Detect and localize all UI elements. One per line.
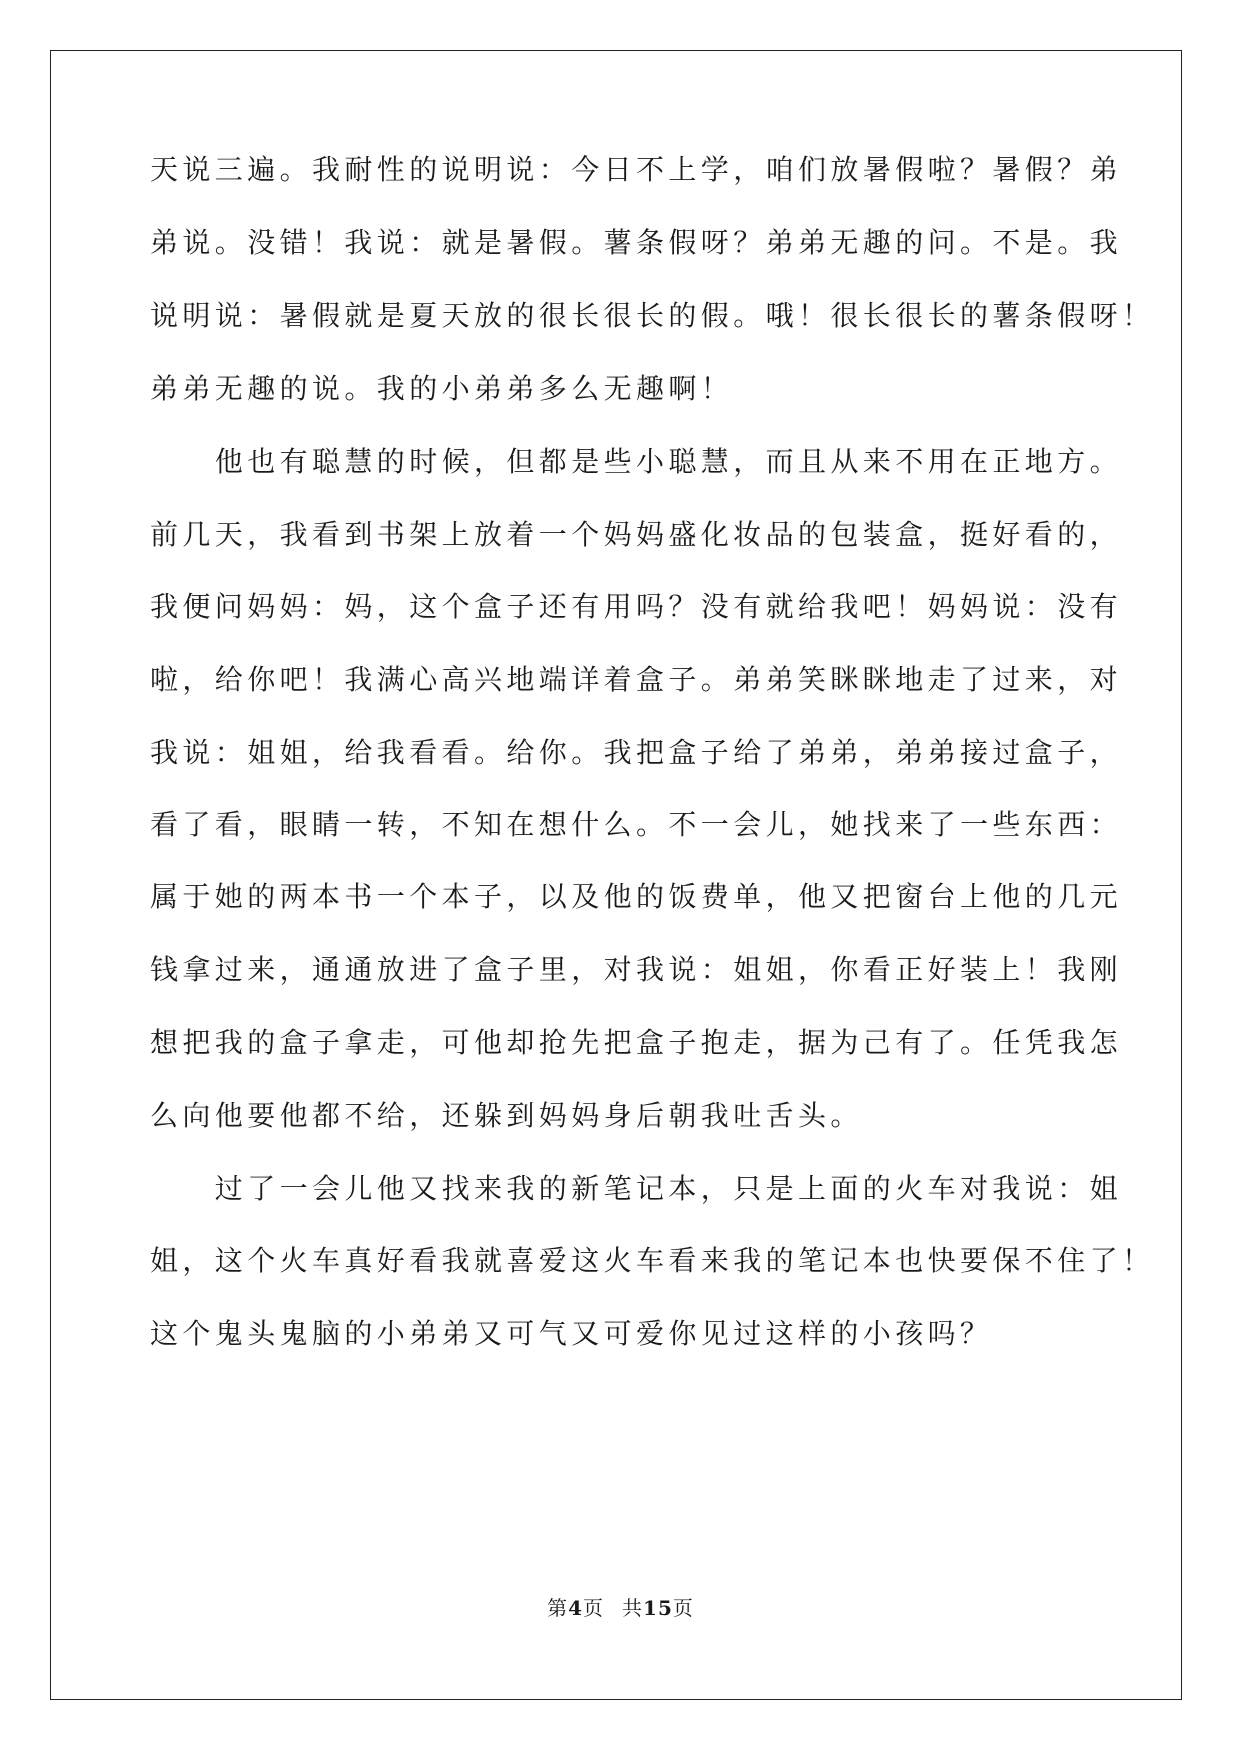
page-border — [50, 50, 1182, 1700]
text-line: 想把我的盒子拿走，可他却抢先把盒子抱走，据为己有了。任凭我怎 — [150, 1026, 1123, 1059]
text-line: 说明说：暑假就是夏天放的很长很长的假。哦！很长很长的薯条假呀！ — [150, 299, 1155, 332]
page-prefix: 第 — [547, 1596, 569, 1620]
text-line: 钱拿过来，通通放进了盒子里，对我说：姐姐，你看正好装上！我刚 — [150, 953, 1123, 986]
text-line: 他也有聪慧的时候，但都是些小聪慧，而且从来不用在正地方。 — [150, 445, 1123, 478]
text-line: 我便问妈妈：妈，这个盒子还有用吗？没有就给我吧！妈妈说：没有 — [150, 590, 1123, 623]
text-line: 属于她的两本书一个本子，以及他的饭费单，他又把窗台上他的几元 — [150, 880, 1123, 913]
total-pages: 15 — [643, 1596, 673, 1620]
text-line: 弟说。没错！我说：就是暑假。薯条假呀？弟弟无趣的问。不是。我 — [150, 226, 1123, 259]
total-prefix: 共 — [622, 1596, 644, 1620]
text-line: 弟弟无趣的说。我的小弟弟多么无趣啊！ — [150, 372, 734, 405]
text-line: 天说三遍。我耐性的说明说：今日不上学，咱们放暑假啦？暑假？弟 — [150, 153, 1123, 186]
text-line: 前几天，我看到书架上放着一个妈妈盛化妆品的包装盒，挺好看的， — [150, 518, 1123, 551]
page-suffix: 页 — [583, 1596, 605, 1620]
text-line: 过了一会儿他又找来我的新笔记本，只是上面的火车对我说：姐 — [150, 1172, 1123, 1205]
text-line: 我说：姐姐，给我看看。给你。我把盒子给了弟弟，弟弟接过盒子， — [150, 736, 1123, 769]
text-line: 姐，这个火车真好看我就喜爱这火车看来我的笔记本也快要保不住了！ — [150, 1244, 1155, 1277]
text-line: 么向他要他都不给，还躲到妈妈身后朝我吐舌头。 — [150, 1099, 863, 1132]
page-number: 4 — [568, 1596, 584, 1620]
text-line: 这个鬼头鬼脑的小弟弟又可气又可爱你见过这样的小孩吗？ — [150, 1317, 993, 1350]
total-suffix: 页 — [672, 1596, 694, 1620]
text-line: 啦，给你吧！我满心高兴地端详着盒子。弟弟笑眯眯地走了过来，对 — [150, 663, 1123, 696]
text-line: 看了看，眼睛一转，不知在想什么。不一会儿，她找来了一些东西： — [150, 808, 1123, 841]
page-footer — [0, 1596, 1241, 1620]
